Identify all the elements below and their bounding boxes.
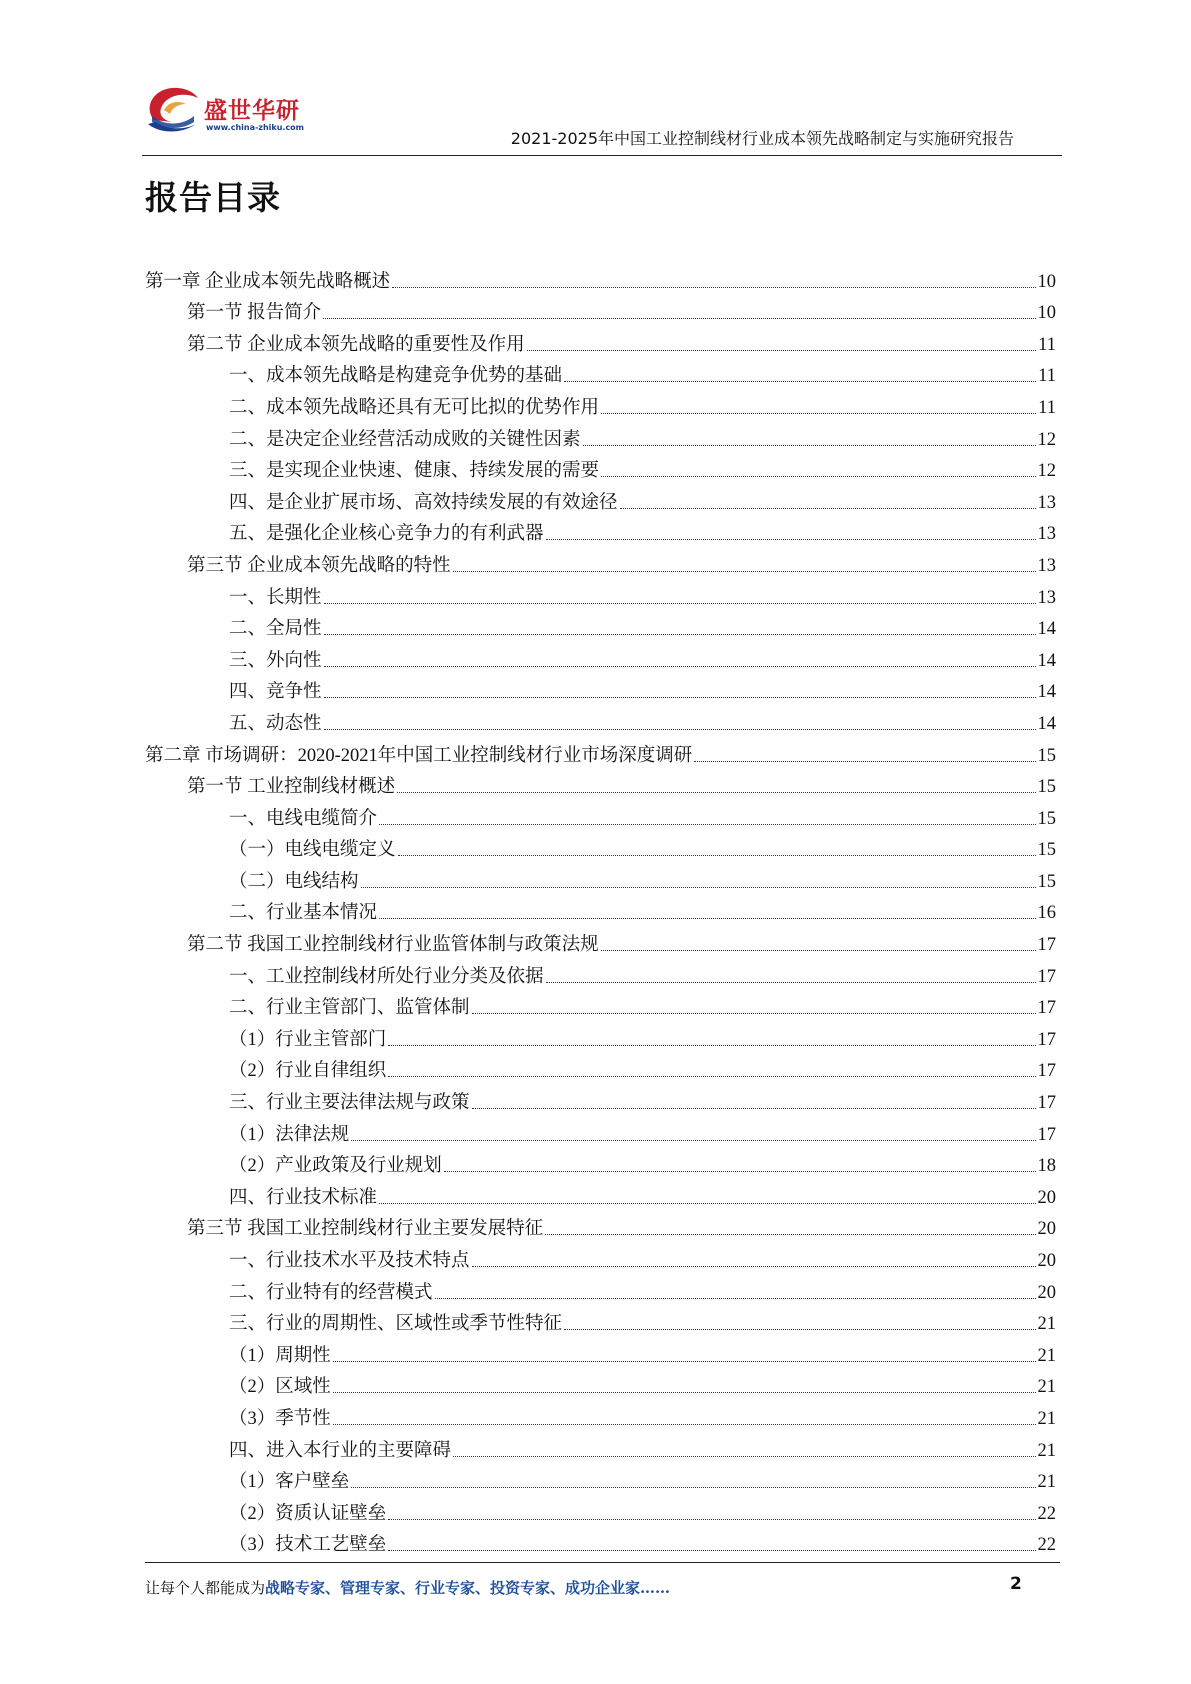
toc-leader-dots (324, 697, 1036, 698)
page-number: 2 (1010, 1574, 1022, 1594)
toc-entry[interactable] (145, 1114, 1056, 1146)
toc-entry[interactable] (145, 735, 1056, 767)
toc-leader-dots (388, 1045, 1035, 1046)
toc-entry[interactable] (145, 767, 1056, 799)
toc-entry-page: 20 (1037, 1282, 1056, 1303)
toc-leader-dots (379, 1203, 1035, 1204)
toc-entry[interactable] (145, 1051, 1056, 1083)
toc-entry-label: 五、是强化企业核心竞争力的有利武器 (229, 524, 544, 545)
toc-entry-label: 第一章 企业成本领先战略概述 (145, 271, 391, 292)
toc-entry-label: 二、行业基本情况 (229, 903, 378, 924)
toc-leader-dots (546, 539, 1036, 540)
toc-entry[interactable] (145, 1462, 1056, 1494)
toc-entry[interactable] (145, 577, 1056, 609)
toc-entry-label: 四、行业技术标准 (229, 1187, 378, 1208)
toc-entry-label: （3）季节性 (229, 1408, 331, 1429)
toc-leader-dots (620, 508, 1036, 509)
table-of-contents (145, 261, 1056, 1556)
toc-entry[interactable] (145, 988, 1056, 1020)
toc-leader-dots (546, 982, 1036, 983)
toc-leader-dots (392, 287, 1035, 288)
toc-entry[interactable] (145, 419, 1056, 451)
toc-entry-page: 11 (1038, 397, 1056, 418)
toc-entry-label: （3）技术工艺壁垒 (229, 1535, 387, 1556)
toc-entry-page: 14 (1037, 619, 1056, 640)
toc-leader-dots (564, 381, 1036, 382)
toc-entry-page: 21 (1037, 1472, 1056, 1493)
toc-entry-page: 15 (1037, 871, 1056, 892)
toc-entry[interactable] (145, 609, 1056, 641)
toc-entry[interactable] (145, 1082, 1056, 1114)
toc-leader-dots (324, 729, 1036, 730)
toc-entry-page: 10 (1037, 271, 1056, 292)
toc-entry-label: 第一节 报告简介 (187, 303, 322, 324)
toc-entry-page: 17 (1037, 998, 1056, 1019)
toc-leader-dots (527, 350, 1037, 351)
toc-entry-label: 二、行业主管部门、监管体制 (229, 998, 470, 1019)
toc-leader-dots (453, 1456, 1035, 1457)
toc-leader-dots (324, 634, 1036, 635)
toc-entry[interactable] (145, 798, 1056, 830)
toc-leader-dots (472, 1266, 1036, 1267)
toc-entry-label: 一、成本领先战略是构建竞争优势的基础 (229, 366, 563, 387)
toc-entry-page: 15 (1037, 745, 1056, 766)
toc-leader-dots (453, 571, 1036, 572)
toc-entry-label: 一、电线电缆简介 (229, 808, 378, 829)
toc-entry[interactable] (145, 1525, 1056, 1557)
toc-entry-page: 13 (1037, 555, 1056, 576)
toc-entry[interactable] (145, 324, 1056, 356)
toc-entry-page: 11 (1038, 334, 1056, 355)
toc-entry-label: （1）行业主管部门 (229, 1029, 387, 1050)
toc-entry[interactable] (145, 1146, 1056, 1178)
toc-entry-label: （2）产业政策及行业规划 (229, 1156, 442, 1177)
header-divider (142, 155, 1062, 156)
toc-entry-page: 13 (1037, 587, 1056, 608)
toc-entry[interactable] (145, 1272, 1056, 1304)
toc-entry[interactable] (145, 482, 1056, 514)
toc-entry-label: 五、动态性 (229, 713, 322, 734)
toc-entry-label: 四、是企业扩展市场、高效持续发展的有效途径 (229, 492, 618, 513)
toc-entry[interactable] (145, 703, 1056, 735)
toc-entry[interactable] (145, 261, 1056, 293)
toc-entry[interactable] (145, 387, 1056, 419)
toc-entry-label: 第二章 市场调研：2020-2021年中国工业控制线材行业市场深度调研 (145, 745, 693, 766)
toc-entry-page: 21 (1037, 1377, 1056, 1398)
toc-entry[interactable] (145, 514, 1056, 546)
toc-entry-label: 第二节 我国工业控制线材行业监管体制与政策法规 (187, 935, 599, 956)
report-title: 2021-2025年中国工业控制线材行业成本领先战略制定与实施研究报告 (510, 129, 1014, 148)
toc-entry-label: （1）法律法规 (229, 1124, 350, 1145)
toc-entry-page: 13 (1037, 492, 1056, 513)
toc-leader-dots (379, 824, 1035, 825)
toc-entry[interactable] (145, 356, 1056, 388)
toc-leader-dots (324, 666, 1036, 667)
toc-leader-dots (601, 413, 1036, 414)
toc-leader-dots (583, 445, 1036, 446)
toc-entry[interactable] (145, 830, 1056, 862)
toc-entry-page: 21 (1037, 1314, 1056, 1335)
toc-leader-dots (324, 603, 1036, 604)
footer-slogan-accent: 战略专家、管理专家、行业专家、投资专家、成功企业家…… (265, 1579, 671, 1597)
toc-leader-dots (564, 1329, 1035, 1330)
toc-entry-label: 二、是决定企业经营活动成败的关键性因素 (229, 429, 581, 450)
toc-entry-label: （2）行业自律组织 (229, 1061, 387, 1082)
toc-entry-page: 20 (1037, 1219, 1056, 1240)
toc-entry[interactable] (145, 1430, 1056, 1462)
toc-entry[interactable] (145, 451, 1056, 483)
page-header (142, 78, 1062, 158)
toc-entry[interactable] (145, 924, 1056, 956)
toc-entry[interactable] (145, 1177, 1056, 1209)
toc-entry-page: 17 (1037, 1061, 1056, 1082)
toc-entry[interactable] (145, 1398, 1056, 1430)
toc-entry-label: （一）电线电缆定义 (229, 840, 396, 861)
toc-entry-page: 13 (1037, 524, 1056, 545)
toc-entry-label: 三、是实现企业快速、健康、持续发展的需要 (229, 461, 600, 482)
toc-entry-label: （2）资质认证壁垒 (229, 1503, 387, 1524)
page-title: 报告目录 (145, 178, 281, 217)
toc-leader-dots (333, 1424, 1036, 1425)
toc-leader-dots (397, 792, 1035, 793)
toc-entry[interactable] (145, 861, 1056, 893)
toc-leader-dots (435, 1298, 1036, 1299)
toc-entry[interactable] (145, 893, 1056, 925)
toc-entry[interactable] (145, 640, 1056, 672)
toc-leader-dots (444, 1171, 1036, 1172)
toc-entry-label: 一、长期性 (229, 587, 322, 608)
toc-leader-dots (388, 1076, 1035, 1077)
logo-url: www.china-zhiku.com (206, 123, 305, 132)
toc-entry-label: 第三节 企业成本领先战略的特性 (187, 555, 451, 576)
toc-leader-dots (601, 476, 1035, 477)
toc-entry-page: 21 (1037, 1440, 1056, 1461)
toc-entry-label: 二、成本领先战略还具有无可比拟的优势作用 (229, 397, 600, 418)
toc-entry-page: 16 (1037, 903, 1056, 924)
toc-entry-page: 14 (1037, 682, 1056, 703)
toc-entry[interactable] (145, 1240, 1056, 1272)
toc-entry[interactable] (145, 1304, 1056, 1336)
toc-entry-label: 四、竞争性 (229, 682, 322, 703)
toc-entry[interactable] (145, 1335, 1056, 1367)
toc-entry-page: 22 (1037, 1535, 1056, 1556)
toc-entry-label: 第三节 我国工业控制线材行业主要发展特征 (187, 1219, 544, 1240)
toc-leader-dots (601, 950, 1036, 951)
toc-entry-page: 22 (1037, 1503, 1056, 1524)
toc-entry-page: 15 (1037, 777, 1056, 798)
toc-entry-label: 三、外向性 (229, 650, 322, 671)
toc-leader-dots (388, 1550, 1035, 1551)
toc-entry-label: 第二节 企业成本领先战略的重要性及作用 (187, 334, 525, 355)
toc-entry[interactable] (145, 545, 1056, 577)
footer-slogan (145, 1577, 670, 1598)
toc-leader-dots (361, 887, 1036, 888)
toc-entry-label: （1）客户壁垒 (229, 1472, 350, 1493)
toc-entry-page: 15 (1037, 840, 1056, 861)
company-logo (142, 78, 312, 148)
toc-entry[interactable] (145, 1367, 1056, 1399)
toc-entry-page: 17 (1037, 1124, 1056, 1145)
toc-leader-dots (323, 318, 1035, 319)
toc-entry-label: 三、行业的周期性、区域性或季节性特征 (229, 1314, 563, 1335)
toc-leader-dots (379, 918, 1035, 919)
toc-leader-dots (545, 1234, 1035, 1235)
toc-entry[interactable] (145, 956, 1056, 988)
toc-entry-page: 17 (1037, 1029, 1056, 1050)
footer-divider (145, 1562, 1060, 1563)
toc-entry-label: 二、行业特有的经营模式 (229, 1282, 433, 1303)
toc-entry-page: 17 (1037, 935, 1056, 956)
toc-entry-label: 一、行业技术水平及技术特点 (229, 1251, 470, 1271)
toc-entry-page: 12 (1037, 461, 1056, 482)
toc-entry[interactable] (145, 293, 1056, 325)
toc-leader-dots (351, 1140, 1035, 1141)
toc-leader-dots (351, 1487, 1035, 1488)
toc-entry-page: 14 (1037, 650, 1056, 671)
toc-entry-label: （1）周期性 (229, 1345, 331, 1366)
toc-entry-page: 14 (1037, 713, 1056, 734)
toc-entry-label: 一、工业控制线材所处行业分类及依据 (229, 966, 544, 987)
toc-leader-dots (333, 1361, 1036, 1362)
toc-leader-dots (398, 855, 1036, 856)
toc-entry-page: 17 (1037, 1093, 1056, 1114)
toc-entry-page: 12 (1037, 429, 1056, 450)
toc-entry-page: 20 (1037, 1187, 1056, 1208)
toc-entry-page: 21 (1037, 1408, 1056, 1429)
toc-leader-dots (472, 1013, 1036, 1014)
toc-entry-label: 二、全局性 (229, 619, 322, 640)
toc-entry-label: （2）区域性 (229, 1377, 331, 1398)
toc-entry-label: 四、进入本行业的主要障碍 (229, 1440, 452, 1461)
footer-slogan-lead: 让每个人都能成为 (145, 1579, 266, 1597)
toc-entry-label: （二）电线结构 (229, 871, 359, 892)
toc-entry-page: 21 (1037, 1345, 1056, 1366)
toc-entry-page: 10 (1037, 303, 1056, 324)
toc-entry-label: 三、行业主要法律法规与政策 (229, 1093, 470, 1114)
toc-leader-dots (388, 1519, 1035, 1520)
logo-name: 盛世华研 (204, 98, 300, 124)
toc-entry-page: 11 (1038, 366, 1056, 387)
toc-entry[interactable] (145, 1019, 1056, 1051)
toc-leader-dots (333, 1392, 1036, 1393)
toc-entry-page: 15 (1037, 808, 1056, 829)
toc-entry[interactable] (145, 1493, 1056, 1525)
toc-entry[interactable] (145, 672, 1056, 704)
toc-entry-label: 第一节 工业控制线材概述 (187, 777, 396, 798)
toc-entry-page: 18 (1037, 1156, 1056, 1177)
toc-leader-dots (694, 761, 1035, 762)
toc-entry[interactable] (145, 1209, 1056, 1241)
toc-entry-page: 17 (1037, 966, 1056, 987)
toc-entry-page: 20 (1037, 1251, 1056, 1271)
toc-leader-dots (472, 1108, 1036, 1109)
logo-swoosh-icon (142, 80, 204, 140)
